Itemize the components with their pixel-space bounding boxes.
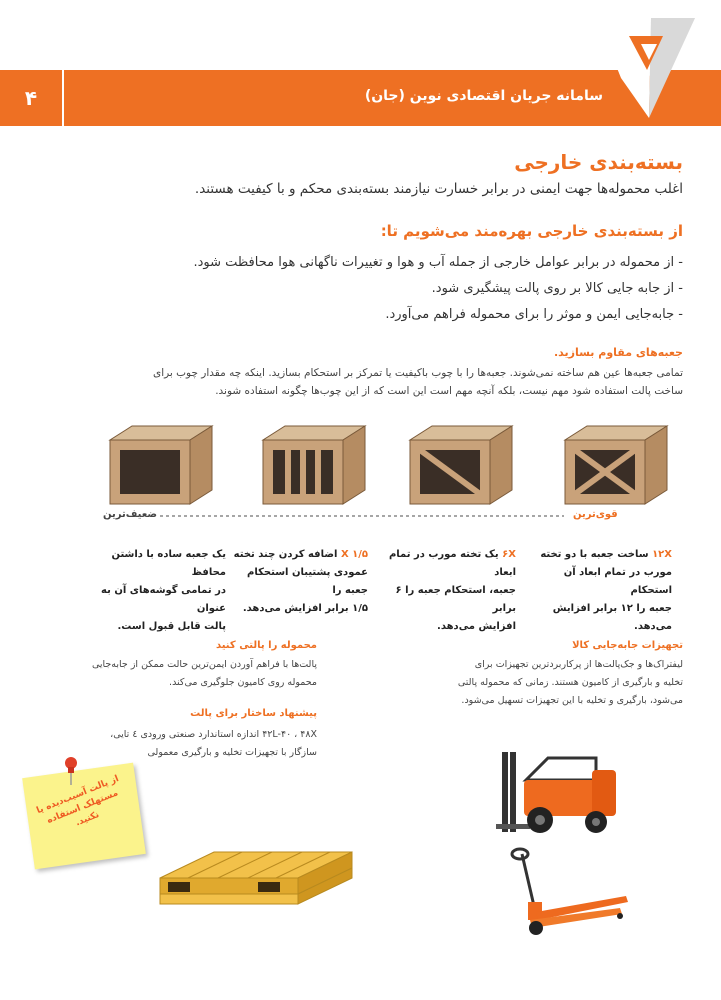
benefits-list xyxy=(33,250,683,328)
crates-paragraph-line: تمامی جعبه‌ها عین هم ساخته نمی‌شوند. جعبه‌ها را با چوب باکیفیت یا تمرکز بر استحکام بسازید. اینکه چه مقدار چوب برای xyxy=(152,367,683,379)
section-title: بسته‌بندی خارجی xyxy=(514,150,683,174)
palletize-title: محموله را پالتی کنید xyxy=(215,640,317,651)
crate-column: ۱/۵ X اضافه کردن چند تخته عمودی پشتیبان استحکام جعبه را ۱/۵ برابر افزایش می‌دهد. xyxy=(233,549,368,614)
crates-paragraph xyxy=(33,364,683,400)
crates-paragraph-line: ساخت پالت استفاده شود مهم نیست، بلکه آنچه مهم است این است که از این چوب‌ها چگونه استفاده شوند. xyxy=(215,385,683,397)
scale-weakest: ضعیف‌ترین xyxy=(103,509,158,520)
equipment-text: لیفتراک‌ها و جک‌پالت‌ها از پرکاربردترین تجهیزات برای تخلیه و بارگیری از کامیون هستند. زمانی که محموله پالتی می‌شود، بارگیری و تخلیه با این تجهیزات تسهیل می‌شود. xyxy=(457,659,683,706)
benefits-title: از بسته‌بندی خارجی بهره‌مند می‌شویم تا: xyxy=(380,222,683,240)
sticky-note-text: از پالت آسیب‌دیده یا مستهلک استفاده نکنید. xyxy=(35,773,121,829)
page-header xyxy=(0,0,721,135)
sticky-note xyxy=(22,763,146,870)
scale-strongest: قوی‌ترین xyxy=(573,509,618,520)
crates-title: جعبه‌های مقاوم بسازید. xyxy=(553,346,683,359)
pallet-structure-text: ۴۲L-۴۰ ، ۴۸X اندازه استاندارد صنعتی ورودی ٤ تایی، سازگار با تجهیزات تخلیه و بارگیری معمولی xyxy=(110,729,317,758)
logo-icon xyxy=(591,8,701,128)
section-intro: اغلب محموله‌ها جهت ایمنی در برابر خسارت نیازمند بسته‌بندی محکم و با کیفیت هستند. xyxy=(194,181,683,197)
crate-simple xyxy=(100,420,220,510)
list-item: - از محموله در برابر عوامل خارجی از جمله آب و هوا و تغییرات ناگهانی هوا محافظت شود. xyxy=(193,255,683,270)
strength-factor: ۱/۵ X xyxy=(340,549,368,560)
equipment-title: تجهیزات جابه‌جایی کالا xyxy=(572,640,683,651)
crate-column: یک جعبه ساده با داشتن محافظ در تمامی گوشه‌های آن به عنوان پالت قابل قبول است. xyxy=(101,549,226,632)
palletize-text: پالت‌ها با فراهم آوردن ایمن‌ترین حالت ممکن از جابه‌جایی محموله روی کامیون جلوگیری می‌کند. xyxy=(91,659,317,688)
crate-single-diagonal xyxy=(400,420,520,510)
list-item: - از جابه جایی کالا بر روی پالت پیشگیری شود. xyxy=(431,281,683,296)
brand-title: سامانه جریان اقتصادی نوین (جان) xyxy=(364,88,603,104)
pin-icon xyxy=(62,756,80,786)
list-item: - جابه‌جایی ایمن و موثر را برای محموله فراهم می‌آورد. xyxy=(385,307,683,322)
strength-factor: ۱۲X xyxy=(652,549,672,560)
forklift-illustration xyxy=(496,740,626,840)
crate-double-diagonal xyxy=(555,420,675,510)
strength-scale xyxy=(100,508,635,528)
pallet-structure-title: پیشنهاد ساختار برای پالت xyxy=(190,708,317,719)
crate-vertical-boards xyxy=(253,420,373,510)
strength-factor: ۶X xyxy=(502,549,516,560)
crate-column: ۶X یک تخته مورب در تمام ابعاد جعبه، استحکام جعبه را ۶ برابر افزایش می‌دهد. xyxy=(388,549,516,632)
crate-column: ۱۲X ساخت جعبه با دو تخته مورب در تمام ابعاد آن استحکام جعبه را ۱۲ برابر افزایش می‌دهد. xyxy=(540,549,672,632)
page-number: ۴ xyxy=(0,70,64,126)
pallet-illustration xyxy=(148,838,358,920)
pallet-jack-illustration xyxy=(500,846,630,940)
